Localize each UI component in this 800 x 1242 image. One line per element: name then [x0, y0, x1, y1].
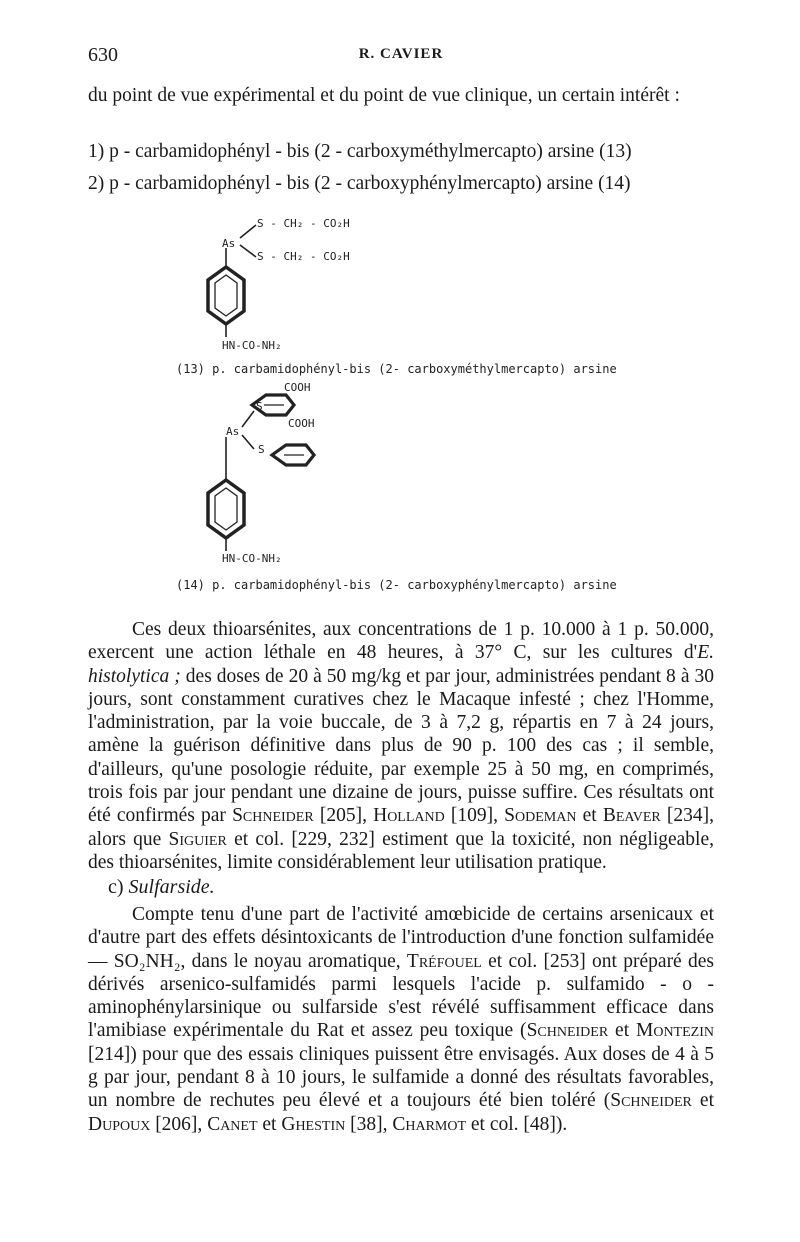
paragraph-thioarsenites: Ces deux thioarsénites, aux concentrations de 1 p. 10.000 à 1 p. 50.000, exercent une action léthale en 48 heures, à 37° C, sur les cultures d'E. histolytica ; des doses de 20 à 50 mg/kg et par jour, administrées pendant 8 à 30 jours, sont constamment curatives chez le Macaque infesté ; chez l'Homme, l'administration, par la voie buccale, de 3 à 7,2 g, répartis en 7 à 24 jours, amène la guérison définitive dans plus de 90 p. 100 des cas ; il semble, d'ailleurs, qu'une posologie réduite, par exemple 25 à 50 mg, en comprimés, trois fois par jour pendant une dizaine de jours, puisse suffire. Ces résultats ont été confirmés par Schneider [205], Holland [109], Sodeman et Beaver [234], alors que Siguier et col. [229, 232] estiment que la toxicité, non négligeable, des thioarsénites, limite considérablement leur utilisation pratique. [88, 619, 715, 873]
compound-13-line: 1) p - carbamidophényl - bis (2 - carboxyméthylmercapto) arsine (13) [88, 141, 632, 162]
s13-chain-2: S - CH₂ - CO₂H [257, 250, 350, 263]
caption-13: (13) p. carbamidophényl-bis (2- carboxyméthylmercapto) arsine [176, 362, 617, 376]
author-name: Schneider [610, 1090, 692, 1112]
author-name: Canet [207, 1113, 258, 1135]
author-name: Siguier [168, 828, 227, 850]
caption-14: (14) p. carbamidophényl-bis (2- carboxyphénylmercapto) arsine [176, 578, 617, 592]
s13-arsenic-label: As [222, 237, 236, 250]
section-number: c) [108, 876, 124, 898]
s13-urea-group: HN-CO-NH₂ [222, 339, 282, 352]
page-header [88, 44, 714, 70]
species-name: E. histolytica ; [88, 642, 714, 687]
intro-paragraph: du point de vue expérimental et du point de vue clinique, un certain intérêt : [88, 85, 680, 106]
author-name: Montezin [636, 1020, 714, 1042]
author-name: Schneider [526, 1020, 609, 1042]
s14-urea-group: HN-CO-NH₂ [222, 552, 282, 565]
section-title: Sulfarside. [128, 876, 215, 898]
author-name: Sodeman [504, 805, 577, 827]
page-number: 630 [88, 44, 118, 66]
s13-chain-1: S - CH₂ - CO₂H [257, 217, 350, 230]
paragraph-sulfarside: Compte tenu d'une part de l'activité amœbicide de certains arsenicaux et d'autre part des effets désintoxicants de l'introduction d'une fonction sulfamidée — SO₂NH₂, dans le noyau aromatique, Tréfouel et col. [253] ont préparé des dérivés arsenico-sulfamidés parmi lesquels l'acide p. sulfamido - o - aminophénylarsinique ou sulfarside s'est révélé suffisamment efficace dans l'amibiase expérimentale du Rat et assez peu toxique (Schneider et Montezin [214]) pour que des essais cliniques puissent être envisagés. Aux doses de 4 à 5 g par jour, pendant 8 à 10 jours, le sulfamide a donné des résultats favorables, un nombre de rechutes peu élevé et a toujours été bien toléré (Schneider et Dupoux [206], Canet et Ghestin [38], Charmot et col. [48]). [88, 904, 715, 1135]
running-head: R. CAVIER [358, 46, 444, 62]
s14-arsenic-label: As [226, 425, 240, 438]
structural-formulas-figure [160, 205, 720, 605]
s14-cooh-2: COOH [288, 417, 315, 430]
author-name: Beaver [602, 805, 661, 827]
section-heading-sulfarside [108, 876, 215, 899]
author-name: Tréfouel [406, 950, 482, 972]
s14-cooh-1: COOH [284, 381, 311, 394]
author-name: Schneider [232, 805, 314, 827]
author-name: Ghestin [281, 1113, 346, 1135]
s14-sulfur-2: S [258, 443, 265, 456]
s14-sulfur-1: S [256, 400, 263, 413]
author-name: Dupoux [88, 1113, 151, 1135]
author-name: Charmot [392, 1113, 467, 1135]
author-name: Holland [373, 805, 445, 827]
compound-14-line: 2) p - carbamidophényl - bis (2 - carboxyphénylmercapto) arsine (14) [88, 173, 631, 194]
